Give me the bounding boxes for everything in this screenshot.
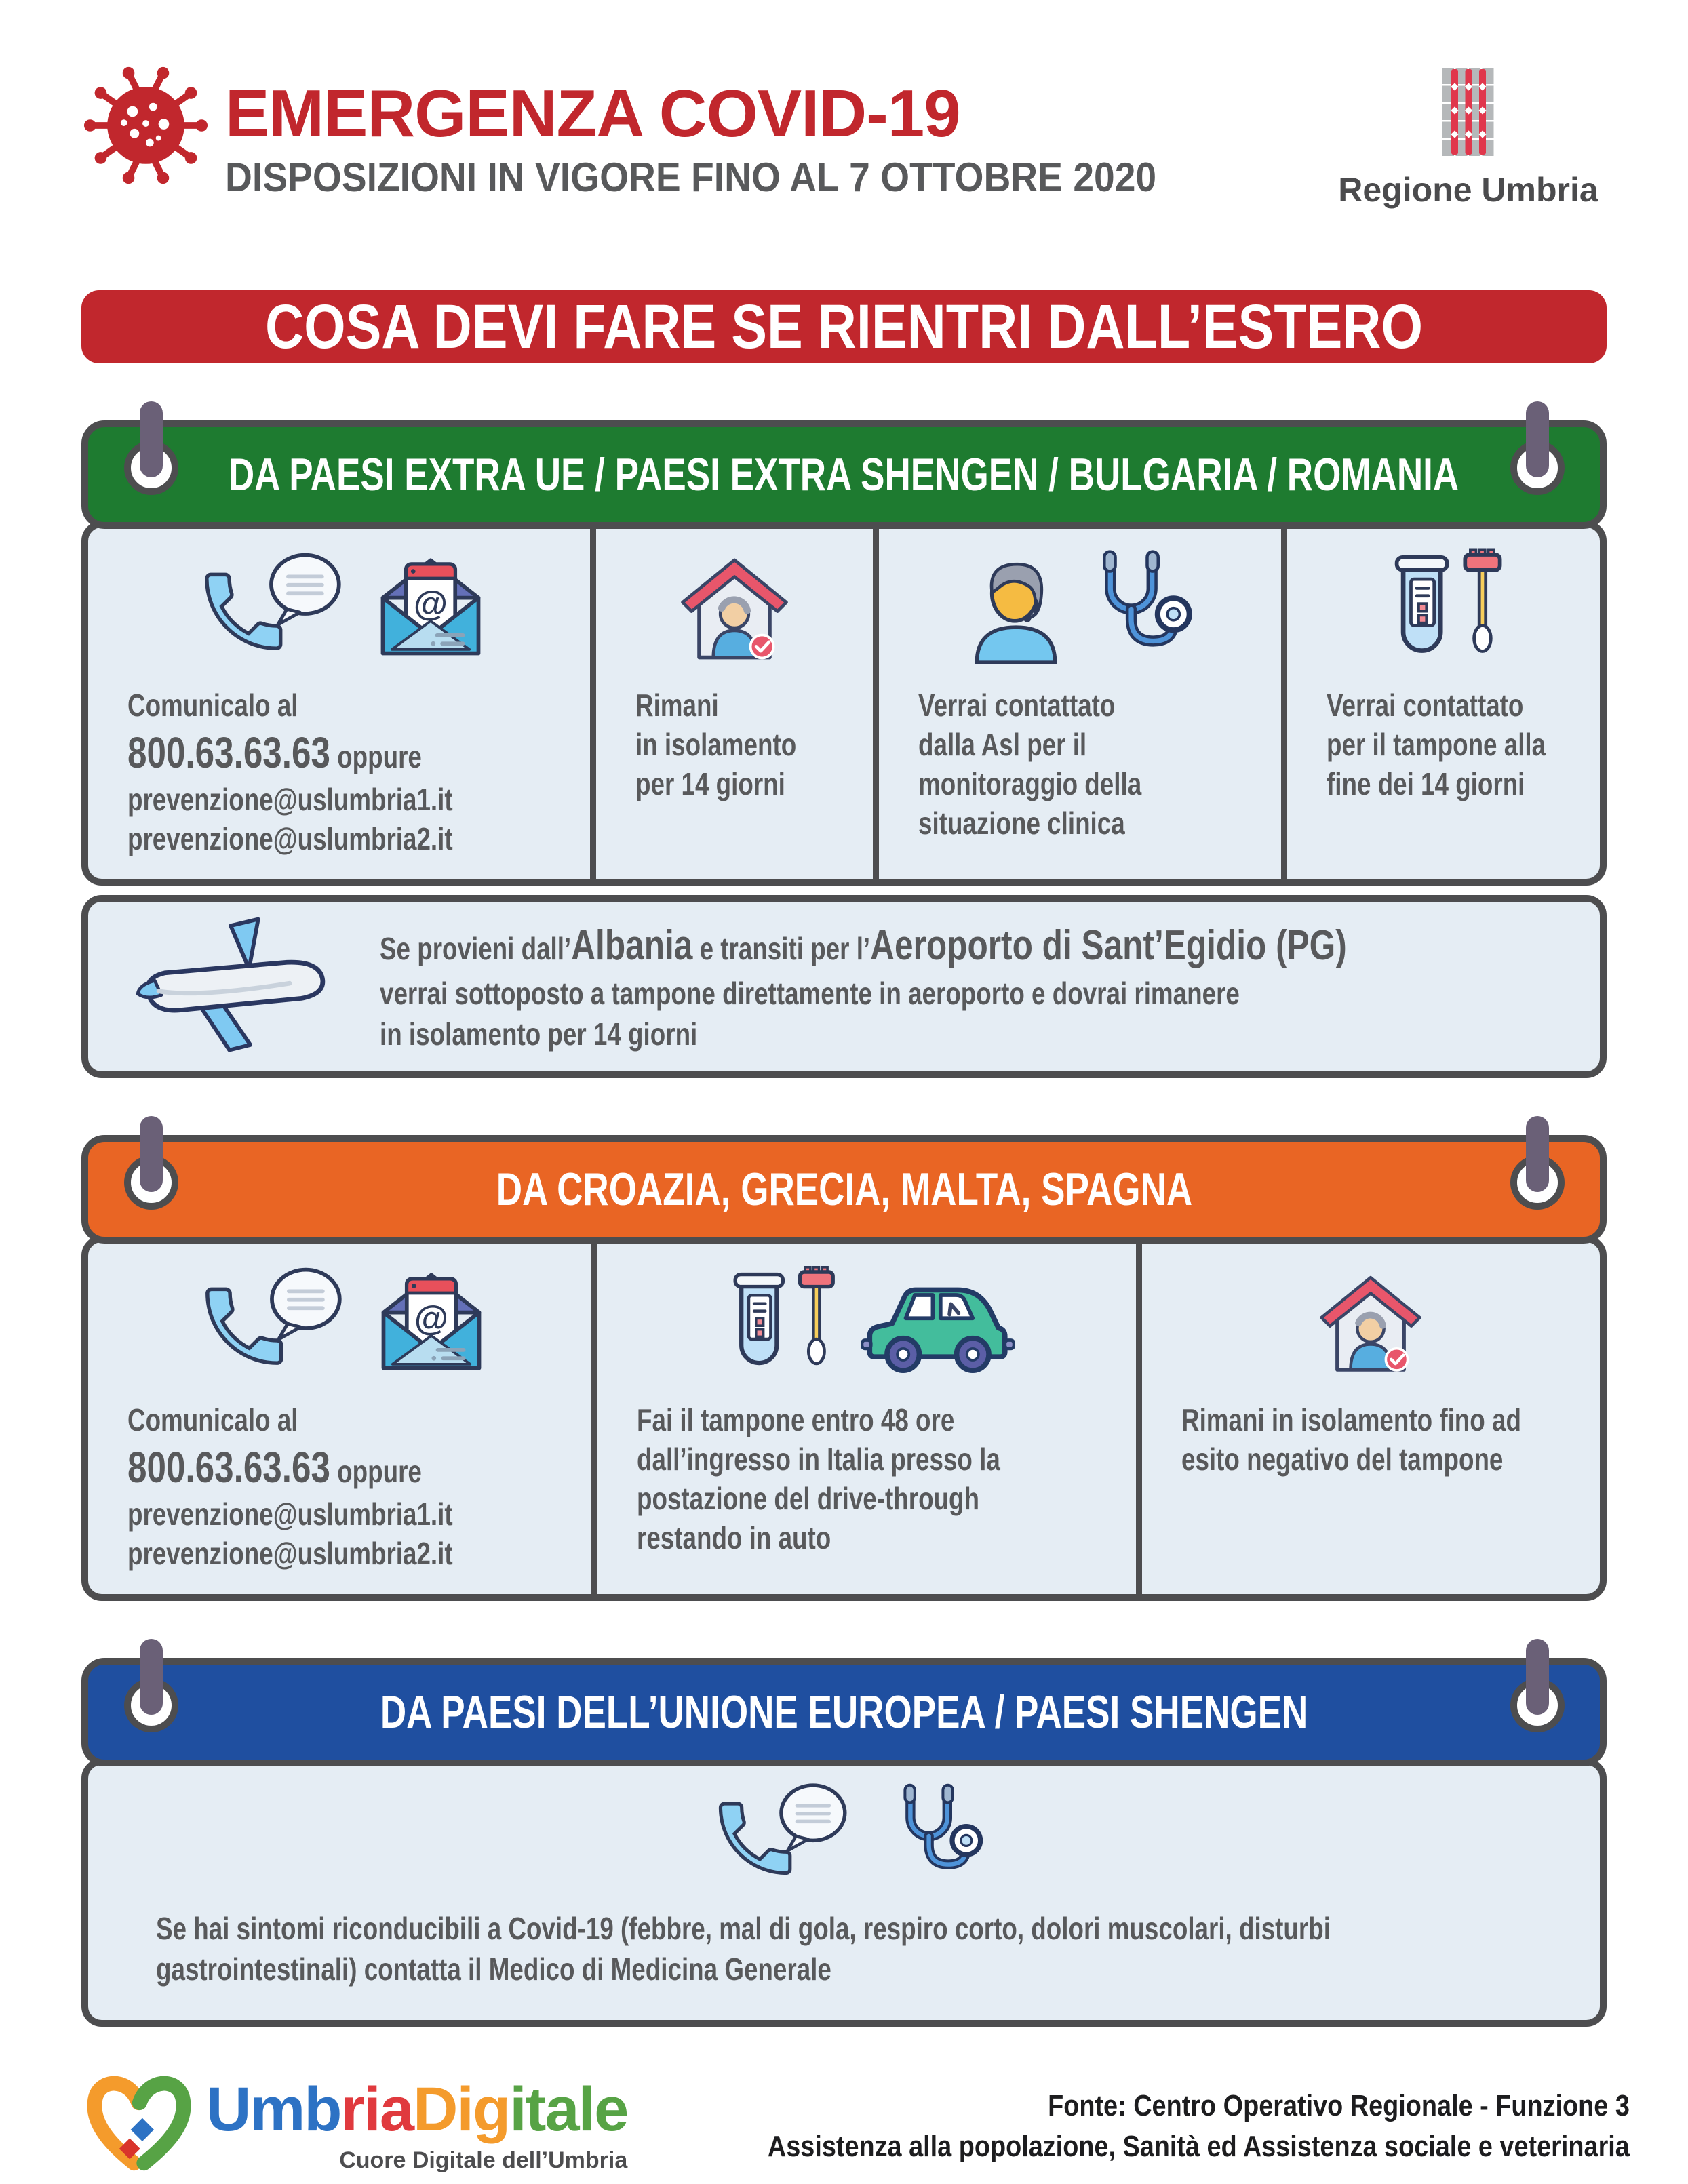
pin-left-icon <box>140 1639 163 1761</box>
regione-umbria-label: Regione Umbria <box>1338 171 1598 209</box>
section-extra-ue <box>81 420 1607 1078</box>
phone-icon <box>704 1780 857 1887</box>
albania-note-panel <box>81 895 1607 1078</box>
section-extra-ue-banner <box>81 420 1607 529</box>
column-swab-text: Verrai contattato per il tampone alla fine dei 14 giorni <box>1326 688 1546 801</box>
email-address: prevenzione@uslumbria2.it <box>127 1536 453 1572</box>
column-isolation-text: Rimani in isolamento per 14 giorni <box>635 688 796 801</box>
airplane-icon-wrap <box>88 911 380 1062</box>
column-contact-text: Comunicalo al 800.63.63.63 oppure prevenzione@uslumbria1.it prevenzione@uslumbria2.it <box>127 686 497 858</box>
phone-number: 800.63.63.63 <box>127 728 330 777</box>
email-address: prevenzione@uslumbria2.it <box>127 820 453 856</box>
page-title: EMERGENZA COVID-19 <box>225 76 960 151</box>
header-text <box>225 76 1238 200</box>
email-icon <box>373 1266 490 1376</box>
section-unione-europea-banner <box>81 1658 1607 1766</box>
column-contact-text: Comunicalo al 800.63.63.63 oppure prevenzione@uslumbria1.it prevenzione@uslumbria2.it <box>127 1401 499 1573</box>
source-text <box>768 2086 1630 2166</box>
airplane-icon <box>132 911 336 1062</box>
column-drive-through-text: Fai il tampone entro 48 ore dall’ingresso in Italia presso la postazione del drive-through restando in auto <box>637 1402 1001 1556</box>
pin-left-icon <box>140 401 163 523</box>
section-croazia-panel <box>81 1235 1607 1600</box>
column-isolation-negative <box>1136 1242 1600 1593</box>
column-contact <box>88 528 590 879</box>
main-title-banner <box>81 290 1607 363</box>
column-drive-through-icons <box>597 1260 1135 1382</box>
column-contact <box>88 1242 591 1593</box>
umbria-digitale-tagline: Cuore Digitale dell’Umbria <box>339 2147 628 2174</box>
section-unione-europea <box>81 1658 1607 2027</box>
test-tube-swab-icon <box>718 1266 840 1376</box>
footer <box>81 2069 1630 2184</box>
albania-highlight: Albania <box>571 922 693 970</box>
pin-left-icon <box>140 1116 163 1238</box>
section-extra-ue-title: DA PAESI EXTRA UE / PAESI EXTRA SHENGEN / BULGARIA / ROMANIA <box>229 449 1459 500</box>
phone-number: 800.63.63.63 <box>127 1443 330 1492</box>
email-address: prevenzione@uslumbria1.it <box>127 781 453 817</box>
main-title: COSA DEVI FARE SE RIENTRI DALL’ESTERO <box>264 292 1424 361</box>
phone-icon <box>189 549 352 663</box>
house-isolation-icon <box>673 549 796 664</box>
column-swab-end <box>1281 528 1600 879</box>
column-contact-icons <box>88 545 590 667</box>
airport-highlight: Aeroporto di Sant’Egidio (PG) <box>870 922 1347 970</box>
stethoscope-icon <box>1087 548 1194 664</box>
house-isolation-icon <box>1313 1267 1428 1376</box>
section-croazia-banner <box>81 1135 1607 1244</box>
stethoscope-icon <box>890 1782 985 1885</box>
header <box>0 0 1688 209</box>
column-contact-icons <box>88 1260 591 1382</box>
regione-umbria-emblem-icon <box>1441 66 1495 158</box>
column-asl-text: Verrai contattato dalla Asl per il monitoraggio della situazione clinica <box>918 688 1142 841</box>
column-isolation-text: Rimani in isolamento fino ad esito negativo del tampone <box>1181 1402 1521 1477</box>
column-isolation-icons <box>596 545 873 667</box>
section-extra-ue-panel <box>81 521 1607 886</box>
column-swab-icons <box>1287 545 1600 667</box>
column-drive-through <box>591 1242 1135 1593</box>
column-asl-icons <box>879 545 1281 667</box>
section-croazia <box>81 1135 1607 1600</box>
pin-right-icon <box>1526 1639 1549 1761</box>
albania-note-text: Se provieni dall’Albania e transiti per l’Aeroporto di Sant’Egidio (PG) verrai sottoposto a tampone direttamente in aeroporto e dovrai rimanere in isolamento per 14 giorni <box>380 922 1347 1052</box>
umbria-digitale-wordmark: UmbriaDigitale Cuore Digitale dell’Umbria <box>206 2075 628 2174</box>
pin-right-icon <box>1526 1116 1549 1238</box>
source-line-2: Assistenza alla popolazione, Sanità ed Assistenza sociale e veterinaria <box>768 2129 1630 2163</box>
column-isolation-icons <box>1142 1260 1600 1382</box>
source-line-1: Fonte: Centro Operativo Regionale - Funzione 3 <box>1048 2089 1630 2123</box>
column-asl-monitoring <box>873 528 1281 879</box>
coronavirus-icon <box>83 62 209 188</box>
symptoms-text: Se hai sintomi riconducibili a Covid-19 (febbre, mal di gola, respiro corto, dolori muscolari, disturbi gastrointestinali) contatta il Medico di Medicina Generale <box>156 1910 1331 1987</box>
umbria-digitale-logo <box>81 2069 627 2184</box>
section-unione-europea-title: DA PAESI DELL’UNIONE EUROPEA / PAESI SHENGEN <box>380 1686 1308 1738</box>
page-subtitle: DISPOSIZIONI IN VIGORE FINO AL 7 OTTOBRE 2020 <box>225 155 1157 200</box>
pin-right-icon <box>1526 401 1549 523</box>
email-icon <box>372 551 489 661</box>
column-isolation <box>590 528 873 879</box>
umbria-digitale-heart-icon <box>81 2069 197 2184</box>
test-tube-swab-icon <box>1379 548 1508 664</box>
section-unione-europea-panel <box>81 1758 1607 2027</box>
symptoms-icons <box>88 1783 1600 1884</box>
car-icon <box>861 1268 1015 1374</box>
email-address: prevenzione@uslumbria1.it <box>127 1496 453 1532</box>
regione-umbria-logo <box>1333 66 1604 210</box>
phone-icon <box>190 1264 353 1378</box>
section-croazia-title: DA CROAZIA, GRECIA, MALTA, SPAGNA <box>496 1164 1192 1216</box>
asl-operator-icon <box>965 548 1067 664</box>
